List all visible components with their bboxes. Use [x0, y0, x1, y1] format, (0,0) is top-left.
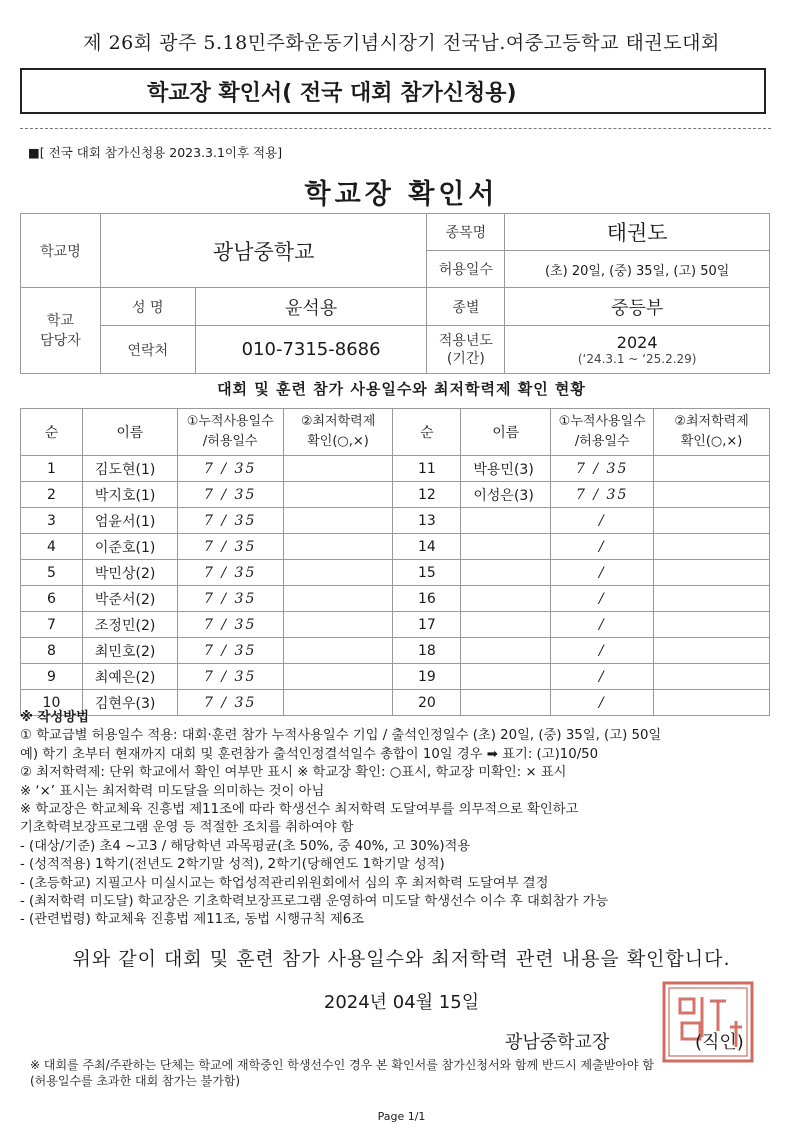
- school-info-table: [20, 213, 770, 374]
- signer-title: 광남중학교장: [505, 1032, 610, 1053]
- col-grade: ②최저학력제 확인(○,×): [283, 409, 393, 456]
- days-used: /: [551, 586, 654, 612]
- grade-check: [283, 612, 393, 638]
- row-number: 6: [21, 586, 83, 612]
- grade-check: [654, 534, 770, 560]
- student-name: 이성은(3): [461, 482, 551, 508]
- box-title: [20, 68, 766, 114]
- contact-value: 010-7315-8686: [195, 326, 427, 374]
- student-name: 조정민(2): [82, 612, 177, 638]
- student-name: 엄윤서(1): [82, 508, 177, 534]
- school-name-label: 학교명: [21, 214, 101, 288]
- col-name-right: 이름: [461, 409, 551, 456]
- student-name: 김현우(3): [82, 690, 177, 716]
- grade-check: [654, 560, 770, 586]
- row-number: 8: [21, 638, 83, 664]
- days-used: 7 / 35: [177, 560, 283, 586]
- row-number: 13: [393, 508, 461, 534]
- row-number: 18: [393, 638, 461, 664]
- col-name: 이름: [82, 409, 177, 456]
- note-line: 예) 학기 초부터 현재까지 대회 및 훈련참가 출석인정결석일수 총합이 10일 경우 ➡ 표기: (고)10/50: [20, 746, 599, 762]
- student-name: 박지호(1): [82, 482, 177, 508]
- student-name: [461, 664, 551, 690]
- grade-check: [654, 482, 770, 508]
- grade-check: [283, 664, 393, 690]
- days-used: 7 / 35: [177, 534, 283, 560]
- row-number: 9: [21, 664, 83, 690]
- student-name: [461, 638, 551, 664]
- grade-check: [283, 560, 393, 586]
- note-line: - (성적적용) 1학기(전년도 2학기말 성적), 2학기(당해연도 1학기말 성적): [20, 857, 445, 873]
- table-row: [21, 664, 770, 690]
- competition-title: 제 26회 광주 5.18민주화운동기념시장기 전국남.여중고등학교 태권도대회: [83, 32, 720, 54]
- grade-check: [654, 586, 770, 612]
- grade-check: [283, 638, 393, 664]
- student-name: [461, 508, 551, 534]
- days-used: 7 / 35: [551, 456, 654, 482]
- days-used: 7 / 35: [177, 690, 283, 716]
- student-name: [461, 586, 551, 612]
- grade-check: [283, 586, 393, 612]
- student-name: 김도현(1): [82, 456, 177, 482]
- roster-caption: 대회 및 훈련 참가 사용일수와 최저학력제 확인 현황: [217, 380, 586, 398]
- table-row: [21, 456, 770, 482]
- row-number: 4: [21, 534, 83, 560]
- days-used: 7 / 35: [177, 456, 283, 482]
- days-used: /: [551, 508, 654, 534]
- grade-check: [283, 534, 393, 560]
- row-number: 2: [21, 482, 83, 508]
- division-label: 종별: [427, 288, 505, 326]
- student-name: [461, 612, 551, 638]
- seal-label: (직인): [695, 1032, 744, 1053]
- row-number: 11: [393, 456, 461, 482]
- allowed-days-value: (초) 20일, (중) 35일, (고) 50일: [505, 251, 770, 288]
- grade-check: [283, 456, 393, 482]
- year-cell: [505, 326, 770, 374]
- days-used: /: [551, 690, 654, 716]
- application-tag: ■[ 전국 대회 참가신청용 2023.3.1이후 적용]: [28, 145, 283, 160]
- division-value: 중등부: [505, 288, 770, 326]
- row-number: 10: [21, 690, 83, 716]
- contact-label: 연락처: [100, 326, 195, 374]
- footnote-line: (허용일수를 초과한 대회 참가는 불가함): [30, 1074, 241, 1088]
- col-grade-right: ②최저학력제 확인(○,×): [654, 409, 770, 456]
- days-used: 7 / 35: [177, 586, 283, 612]
- days-used: /: [551, 638, 654, 664]
- confirmation-statement: 위와 같이 대회 및 훈련 참가 사용일수와 최저학력 관련 내용을 확인합니다.: [72, 948, 731, 970]
- manager-name-label: 성 명: [100, 288, 195, 326]
- col-days-right: ①누적사용일수 /허용일수: [551, 409, 654, 456]
- grade-check: [654, 612, 770, 638]
- note-line: - (대상/기준) 초4 ~고3 / 해당학년 과목평균(초 50%, 중 40%, 고 30%)적용: [20, 838, 471, 854]
- days-used: 7 / 35: [551, 482, 654, 508]
- note-line: ※ ‘×’ 표시는 최저학력 미도달을 의미하는 것이 아님: [20, 783, 325, 799]
- page-number: Page 1/1: [377, 1110, 426, 1123]
- year-period: (‘24.3.1 ~ ‘25.2.29): [577, 352, 697, 366]
- confirmation-date: 2024년 04월 15일: [323, 992, 480, 1013]
- row-number: 19: [393, 664, 461, 690]
- table-row: [21, 638, 770, 664]
- manager-name-value: 윤석용: [195, 288, 427, 326]
- student-name: 박용민(3): [461, 456, 551, 482]
- col-no-right: 순: [393, 409, 461, 456]
- note-line: - (최저학력 미도달) 학교장은 기초학력보장프로그램 운영하여 미도달 학생선수 이수 후 대회참가 가능: [20, 894, 609, 910]
- table-row: [21, 560, 770, 586]
- row-number: 20: [393, 690, 461, 716]
- grade-check: [654, 664, 770, 690]
- writing-instructions: [20, 709, 780, 930]
- document-title: 학교장 확인서: [304, 179, 499, 210]
- note-line: ① 학교급별 허용일수 적용: 대회·훈련 참가 누적사용일수 기입 / 출석인정일수 (초) 20일, (중) 35일, (고) 50일: [20, 728, 662, 744]
- table-row: [21, 534, 770, 560]
- footnote: [30, 1057, 790, 1089]
- days-used: /: [551, 664, 654, 690]
- grade-check: [654, 508, 770, 534]
- box-title-text: 학교장 확인서( 전국 대회 참가신청용): [147, 80, 517, 106]
- row-number: 14: [393, 534, 461, 560]
- table-row: [21, 482, 770, 508]
- days-used: 7 / 35: [177, 482, 283, 508]
- roster-table: [20, 408, 770, 716]
- note-line: - (관련법령) 학교체육 진흥법 제11조, 동법 시행규칙 제6조: [20, 912, 365, 928]
- student-name: 최예은(2): [82, 664, 177, 690]
- footnote-line: ※ 대회를 주최/주관하는 단체는 학교에 재학중인 학생선수인 경우 본 확인서를 참가신청서와 함께 반드시 제출받아야 함: [30, 1058, 654, 1072]
- event-value: 태권도: [505, 214, 770, 251]
- days-used: 7 / 35: [177, 612, 283, 638]
- days-used: /: [551, 560, 654, 586]
- manager-label: 학교 담당자: [21, 288, 101, 374]
- table-row: [21, 586, 770, 612]
- days-used: 7 / 35: [177, 664, 283, 690]
- student-name: 박준서(2): [82, 586, 177, 612]
- days-used: 7 / 35: [177, 638, 283, 664]
- note-line: ※ 작성방법: [20, 710, 89, 725]
- note-line: ※ 학교장은 학교체육 진흥법 제11조에 따라 학생선수 최저학력 도달여부를 의무적으로 확인하고: [20, 802, 579, 818]
- table-row: [21, 508, 770, 534]
- col-days: ①누적사용일수 /허용일수: [177, 409, 283, 456]
- row-number: 15: [393, 560, 461, 586]
- year-label: 적용년도 (기간): [427, 326, 505, 374]
- col-no: 순: [21, 409, 83, 456]
- allowed-days-label: 허용일수: [427, 251, 505, 288]
- row-number: 1: [21, 456, 83, 482]
- grade-check: [283, 508, 393, 534]
- school-name-value: 광남중학교: [100, 214, 427, 288]
- grade-check: [654, 638, 770, 664]
- row-number: 12: [393, 482, 461, 508]
- event-label: 종목명: [427, 214, 505, 251]
- row-number: 3: [21, 508, 83, 534]
- note-line: 기초학력보장프로그램 운영 등 적절한 조치를 취하여야 함: [20, 820, 354, 836]
- roster-header-row: [21, 409, 770, 456]
- row-number: 7: [21, 612, 83, 638]
- row-number: 5: [21, 560, 83, 586]
- row-number: 17: [393, 612, 461, 638]
- student-name: 박민상(2): [82, 560, 177, 586]
- days-used: /: [551, 534, 654, 560]
- days-used: /: [551, 612, 654, 638]
- table-row: [21, 612, 770, 638]
- grade-check: [654, 456, 770, 482]
- dashed-divider: [20, 128, 771, 129]
- note-line: - (초등학교) 지필고사 미실시교는 학업성적관리위원회에서 심의 후 최저학력 도달여부 결정: [20, 875, 549, 891]
- row-number: 16: [393, 586, 461, 612]
- note-line: ② 최저학력제: 단위 학교에서 확인 여부만 표시 ※ 학교장 확인: ○표시, 학교장 미확인: × 표시: [20, 765, 567, 781]
- student-name: 최민호(2): [82, 638, 177, 664]
- student-name: [461, 534, 551, 560]
- grade-check: [283, 482, 393, 508]
- student-name: [461, 560, 551, 586]
- student-name: 이준호(1): [82, 534, 177, 560]
- year-value: 2024: [616, 333, 658, 352]
- days-used: 7 / 35: [177, 508, 283, 534]
